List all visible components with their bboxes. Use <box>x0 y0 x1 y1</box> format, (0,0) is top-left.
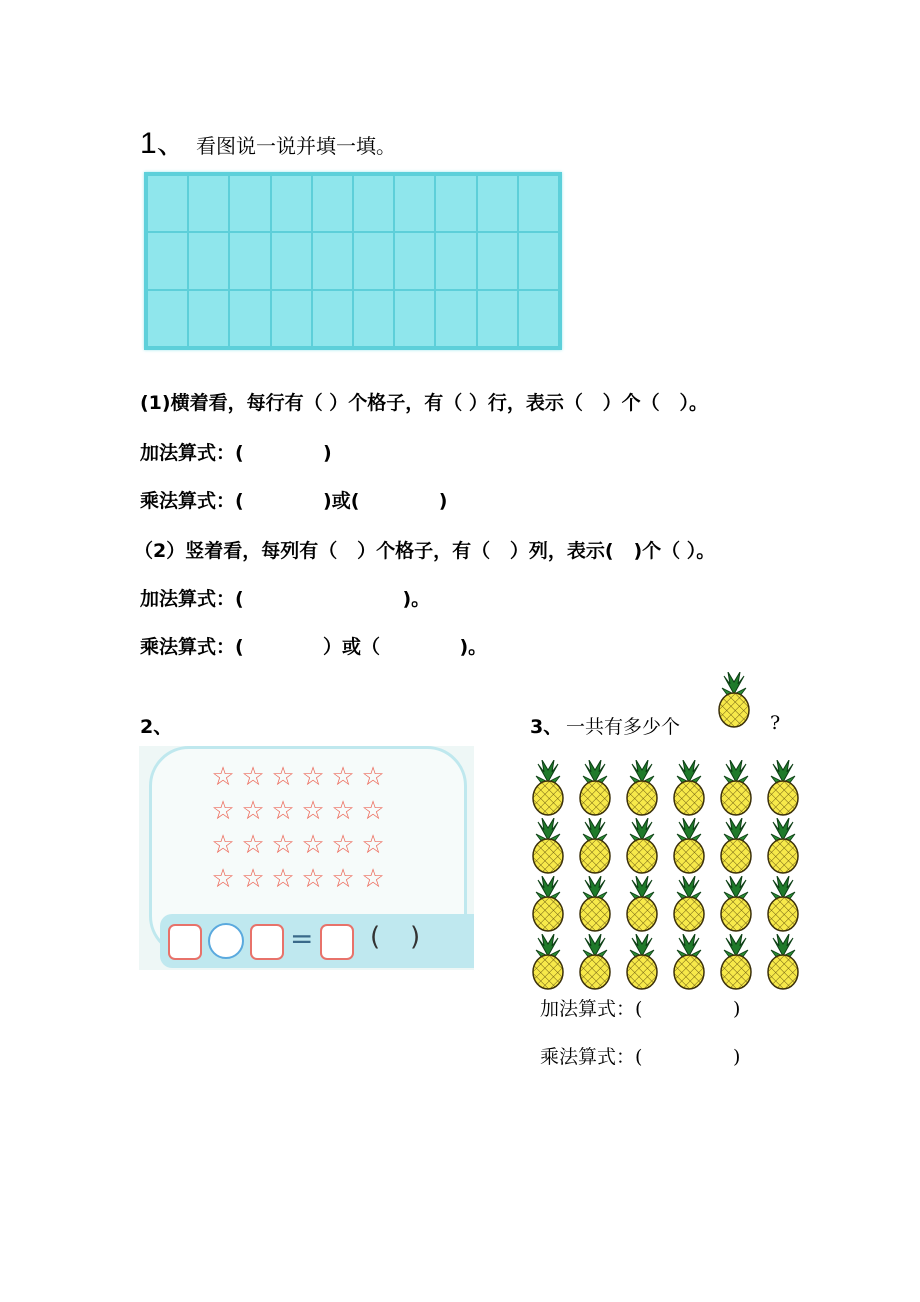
pineapple-icon <box>528 876 568 932</box>
pineapple-icon <box>763 934 803 990</box>
q1-mul1-line: 乘法算式：( )或( ) <box>140 490 448 512</box>
pineapple-icon <box>528 934 568 990</box>
star-icon: ☆ <box>241 796 265 826</box>
grid-cell <box>271 175 312 232</box>
grid-cell <box>394 232 435 289</box>
star-icon: ☆ <box>271 864 295 894</box>
q1-grid-picture <box>144 172 562 350</box>
pineapple-array <box>528 760 808 992</box>
grid-cell <box>229 175 270 232</box>
pineapple-icon <box>763 818 803 874</box>
grid-cell <box>147 175 188 232</box>
grid-cell <box>477 232 518 289</box>
star-icon: ☆ <box>361 796 385 826</box>
star-icon: ☆ <box>331 864 355 894</box>
q3-mul-line: 乘法算式：( ) <box>540 1046 741 1068</box>
q1-part2-line: （2）竖着看，每列有（ ）个格子，有（ ）列，表示( )个（ ）。 <box>134 540 716 562</box>
star-icon: ☆ <box>361 762 385 792</box>
star-icon: ☆ <box>271 830 295 860</box>
pineapple-icon <box>622 876 662 932</box>
answer-box-result[interactable] <box>320 924 354 960</box>
operator-circle[interactable] <box>208 923 244 959</box>
pineapple-icon <box>716 818 756 874</box>
grid-cell <box>353 232 394 289</box>
pineapple-icon <box>716 760 756 816</box>
q1-title: 看图说一说并填一填。 <box>196 134 396 158</box>
pineapple-icon <box>763 760 803 816</box>
q3-number: 3、 <box>530 716 563 738</box>
star-icon: ☆ <box>271 762 295 792</box>
pineapple-icon <box>716 934 756 990</box>
answer-box-1[interactable] <box>168 924 202 960</box>
grid-cell <box>312 232 353 289</box>
grid-cell <box>394 175 435 232</box>
grid-cell <box>147 232 188 289</box>
grid-cell <box>271 290 312 347</box>
equals-sign: = <box>290 922 314 955</box>
grid-cell <box>394 290 435 347</box>
pineapple-icon <box>669 934 709 990</box>
q1-add1-line: 加法算式：( ) <box>140 442 332 464</box>
grid-cell <box>518 175 559 232</box>
star-icon: ☆ <box>271 796 295 826</box>
star-icon: ☆ <box>361 864 385 894</box>
pineapple-icon <box>622 934 662 990</box>
star-array <box>208 762 392 894</box>
answer-box-2[interactable] <box>250 924 284 960</box>
q1-mul2-line: 乘法算式：( ）或（ )。 <box>140 636 488 658</box>
pineapple-icon <box>528 760 568 816</box>
q3-question-mark: ? <box>770 712 781 734</box>
grid-cell <box>353 175 394 232</box>
grid-cell <box>147 290 188 347</box>
q1-number: 1、 <box>140 127 187 160</box>
grid-cell <box>477 290 518 347</box>
pineapple-icon <box>669 818 709 874</box>
q3-question: 一共有多少个 <box>566 716 681 738</box>
grid-cell <box>518 232 559 289</box>
star-icon: ☆ <box>211 796 235 826</box>
grid-cell <box>188 290 229 347</box>
grid-cell <box>312 290 353 347</box>
grid-cell <box>477 175 518 232</box>
pineapple-icon <box>575 934 615 990</box>
pineapple-icon <box>763 876 803 932</box>
pineapple-icon <box>575 818 615 874</box>
pineapple-icon <box>716 876 756 932</box>
star-icon: ☆ <box>211 762 235 792</box>
grid-cell <box>188 175 229 232</box>
star-icon: ☆ <box>331 830 355 860</box>
grid-cell <box>435 175 476 232</box>
pineapple-icon <box>575 760 615 816</box>
star-icon: ☆ <box>241 762 265 792</box>
unit-paren-close: ) <box>410 922 421 952</box>
q2-number: 2、 <box>140 716 173 738</box>
grid-cell <box>188 232 229 289</box>
q3-add-line: 加法算式：( ) <box>540 998 741 1020</box>
star-icon: ☆ <box>331 796 355 826</box>
q1-add2-line: 加法算式：( )。 <box>140 588 431 610</box>
star-icon: ☆ <box>241 864 265 894</box>
pineapple-icon <box>669 760 709 816</box>
pineapple-icon <box>622 760 662 816</box>
star-icon: ☆ <box>301 864 325 894</box>
grid-cell <box>229 290 270 347</box>
star-icon: ☆ <box>241 830 265 860</box>
pineapple-icon <box>669 876 709 932</box>
star-icon: ☆ <box>211 864 235 894</box>
star-icon: ☆ <box>361 830 385 860</box>
grid-cell <box>518 290 559 347</box>
grid-cell <box>353 290 394 347</box>
q1-part1-line: (1)横着看，每行有（ ）个格子，有（ ）行，表示（ ）个（ ）。 <box>140 392 709 414</box>
star-icon: ☆ <box>211 830 235 860</box>
star-icon: ☆ <box>301 796 325 826</box>
grid-cell <box>229 232 270 289</box>
grid-cell <box>312 175 353 232</box>
pineapple-icon <box>714 672 754 728</box>
unit-paren-open: ( <box>370 922 381 952</box>
pineapple-icon <box>528 818 568 874</box>
pineapple-icon <box>575 876 615 932</box>
star-icon: ☆ <box>331 762 355 792</box>
pineapple-icon <box>622 818 662 874</box>
star-icon: ☆ <box>301 830 325 860</box>
grid-cell <box>435 232 476 289</box>
star-icon: ☆ <box>301 762 325 792</box>
grid-cell <box>435 290 476 347</box>
grid-cells <box>147 175 559 347</box>
grid-cell <box>271 232 312 289</box>
